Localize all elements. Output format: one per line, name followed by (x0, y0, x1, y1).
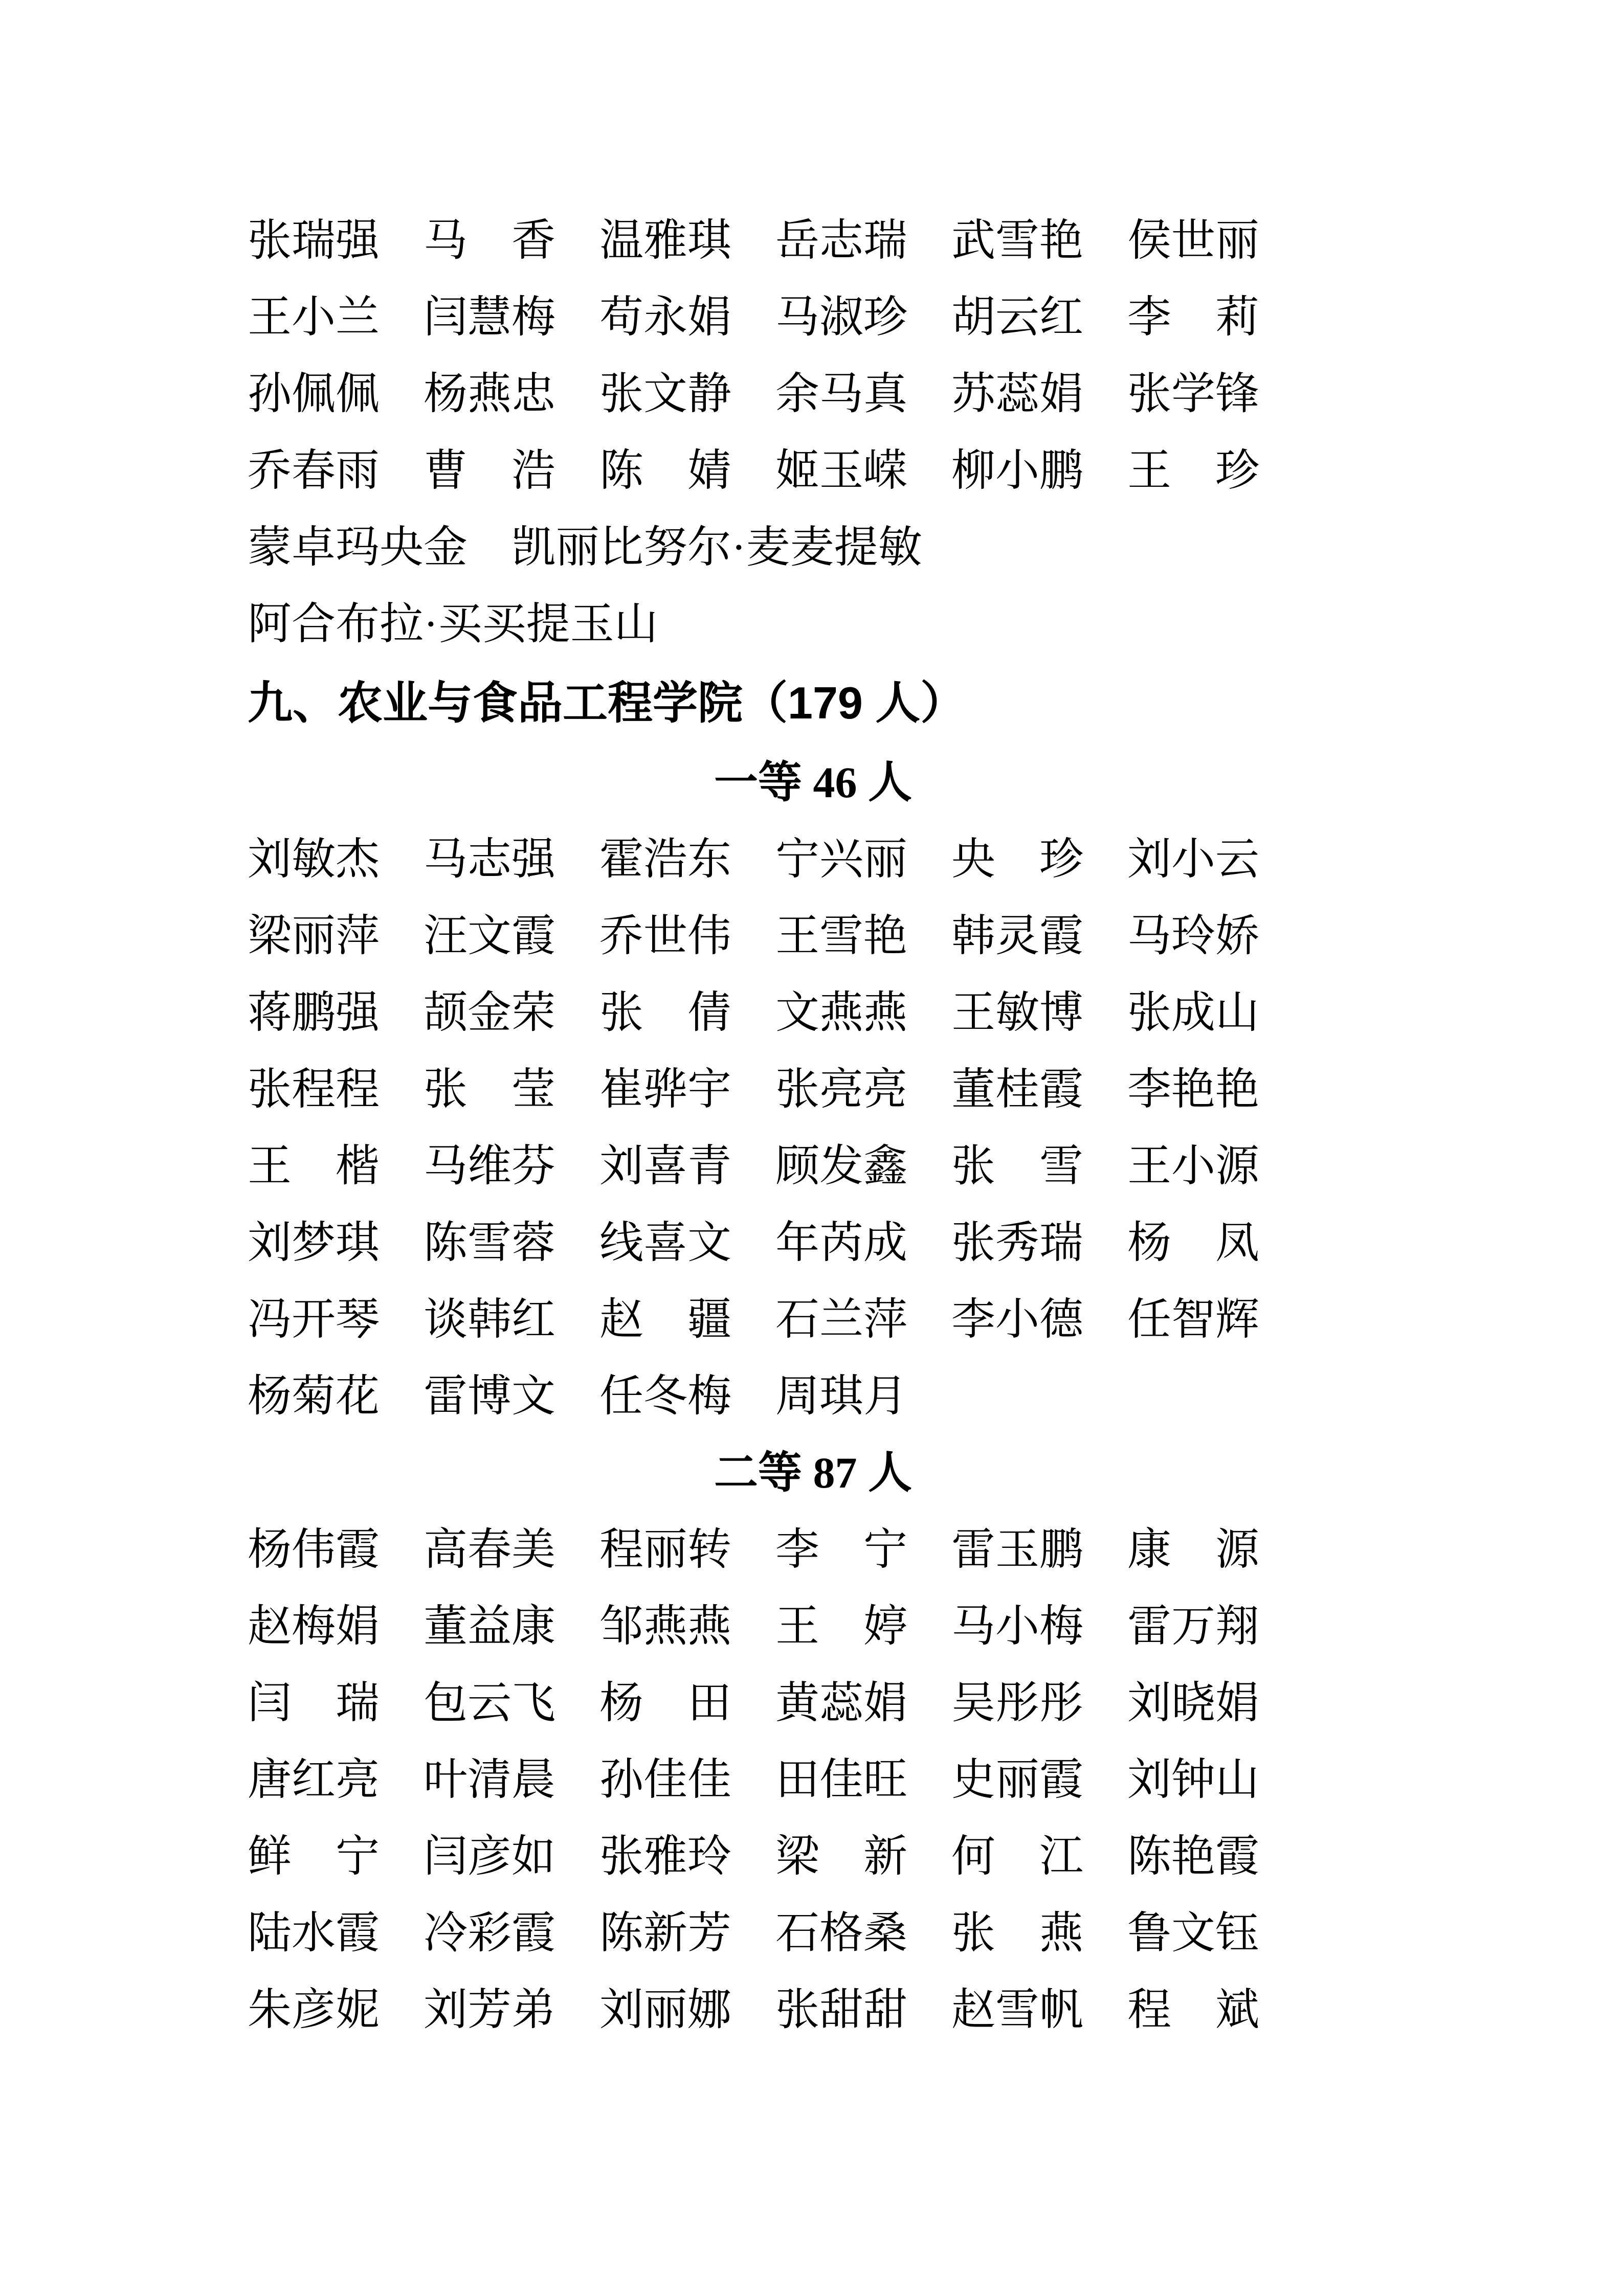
person-name: 刘 芳 弟 (424, 1985, 555, 2034)
person-name: 吴 彤 彤 (951, 1678, 1083, 1727)
person-name: 马 志 强 (424, 835, 555, 884)
person-name: 雷 博 文 (424, 1371, 555, 1421)
college-heading: 九、农业与食品工程学院（179 人） (248, 678, 966, 728)
person-name: 张 程 程 (248, 1065, 380, 1114)
person-name: 马 玲 娇 (1127, 911, 1259, 960)
person-name: 颉 金 荣 (424, 988, 555, 1037)
person-name: 刘 梦 琪 (248, 1218, 380, 1267)
person-name: 李 小 德 (951, 1295, 1083, 1344)
person-name: 张 雅 玲 (599, 1832, 731, 1881)
person-name: 张 文 静 (599, 369, 731, 418)
person-name: 邹 燕 燕 (599, 1602, 731, 1651)
person-name: 陆 水 霞 (248, 1908, 380, 1957)
name-row (248, 1588, 1378, 1664)
person-name: 冷 彩 霞 (424, 1908, 555, 1957)
person-name: 赵 梅 娟 (248, 1602, 380, 1651)
person-name: 叶 清 晨 (424, 1755, 555, 1804)
person-name: 温 雅 琪 (599, 216, 731, 265)
person-name: 包 云 飞 (424, 1678, 555, 1727)
person-name: 苏 蕊 娟 (951, 369, 1083, 418)
name-row (248, 1664, 1378, 1741)
person-name: 乔 春 雨 (248, 446, 380, 495)
person-name: 李 宁 (775, 1525, 907, 1574)
person-name: 刘 小 云 (1127, 835, 1259, 884)
person-name: 马 维 芬 (424, 1141, 555, 1190)
person-name: 张 成 山 (1127, 988, 1259, 1037)
person-name: 程 丽 转 (599, 1525, 731, 1574)
previous-college-names (248, 202, 1378, 662)
name-row (248, 1128, 1378, 1204)
person-name: 张 学 锋 (1127, 369, 1259, 418)
name-row (248, 1971, 1378, 2048)
person-name: 姬 玉 嵘 (775, 446, 907, 495)
person-name: 杨 凤 (1127, 1218, 1259, 1267)
person-name: 康 源 (1127, 1525, 1259, 1574)
person-name: 顾 发 鑫 (775, 1141, 907, 1190)
person-name: 闫 彦 如 (424, 1832, 555, 1881)
person-name: 王 雪 艳 (775, 911, 907, 960)
name-row (248, 1741, 1378, 1818)
person-name: 刘 敏 杰 (248, 835, 380, 884)
person-name: 董 桂 霞 (951, 1065, 1083, 1114)
person-name: 赵 疆 (599, 1295, 731, 1344)
person-name: 任 冬 梅 (599, 1371, 731, 1421)
person-name: 孙 佩 佩 (248, 369, 380, 418)
person-name: 刘 晓 娟 (1127, 1678, 1259, 1727)
name-row (248, 1204, 1378, 1281)
person-name: 文 燕 燕 (775, 988, 907, 1037)
name-row (248, 432, 1378, 509)
person-name: 王 珍 (1127, 446, 1259, 495)
person-name: 梁 丽 萍 (248, 911, 380, 960)
person-name: 王 敏 博 (951, 988, 1083, 1037)
name-row (248, 974, 1378, 1051)
person-name: 央 珍 (951, 835, 1083, 884)
person-name: 闫 慧 梅 (424, 292, 555, 342)
person-name: 年 芮 成 (775, 1218, 907, 1267)
person-name: 武 雪 艳 (951, 216, 1083, 265)
person-name: 王 小 兰 (248, 292, 380, 342)
person-name: 周 琪 月 (775, 1371, 907, 1421)
person-name: 刘 丽 娜 (599, 1985, 731, 2034)
person-name: 唐 红 亮 (248, 1755, 380, 1804)
grade1-names (248, 821, 1378, 1434)
name-row (248, 202, 1378, 279)
person-name: 王 婷 (775, 1602, 907, 1651)
person-name: 李 莉 (1127, 292, 1259, 342)
person-name: 宁 兴 丽 (775, 835, 907, 884)
person-name: 苟 永 娟 (599, 292, 731, 342)
name-row (248, 1511, 1378, 1588)
person-name: 刘 喜 青 (599, 1141, 731, 1190)
person-name: 王 小 源 (1127, 1141, 1259, 1190)
person-name: 崔 骅 宇 (599, 1065, 731, 1114)
name-row (248, 1051, 1378, 1128)
name-row (248, 1818, 1378, 1895)
person-name: 马 香 (424, 216, 555, 265)
name-row (248, 1281, 1378, 1358)
person-name: 线 喜 文 (599, 1218, 731, 1267)
person-name: 张 瑞 强 (248, 216, 380, 265)
person-name: 张 莹 (424, 1065, 555, 1114)
person-name: 石 格 桑 (775, 1908, 907, 1957)
person-name: 孙 佳 佳 (599, 1755, 731, 1804)
person-name: 谈 韩 红 (424, 1295, 555, 1344)
person-name: 张 倩 (599, 988, 731, 1037)
person-name: 马 小 梅 (951, 1602, 1083, 1651)
person-name: 凯 丽 比 努 尔 · 麦 麦 提 敏 (511, 523, 922, 572)
person-name: 董 益 康 (424, 1602, 555, 1651)
person-name: 杨 田 (599, 1678, 731, 1727)
person-name: 陈 婧 (599, 446, 731, 495)
person-name: 曹 浩 (424, 446, 555, 495)
person-name: 史 丽 霞 (951, 1755, 1083, 1804)
name-row (248, 509, 1378, 586)
person-name: 侯 世 丽 (1127, 216, 1259, 265)
person-name: 蒙 卓 玛 央 金 (248, 523, 468, 572)
person-name: 杨 燕 忠 (424, 369, 555, 418)
person-name: 霍 浩 东 (599, 835, 731, 884)
person-name: 张 雪 (951, 1141, 1083, 1190)
name-row (248, 355, 1378, 432)
person-name: 李 艳 艳 (1127, 1065, 1259, 1114)
person-name: 马 淑 珍 (775, 292, 907, 342)
person-name: 陈 雪 蓉 (424, 1218, 555, 1267)
person-name: 韩 灵 霞 (951, 911, 1083, 960)
person-name: 蒋 鹏 强 (248, 988, 380, 1037)
person-name: 程 斌 (1127, 1985, 1259, 2034)
person-name: 黄 蕊 娟 (775, 1678, 907, 1727)
person-name: 杨 伟 霞 (248, 1525, 380, 1574)
person-name: 冯 开 琴 (248, 1295, 380, 1344)
name-row (248, 821, 1378, 897)
person-name: 柳 小 鹏 (951, 446, 1083, 495)
person-name: 朱 彦 妮 (248, 1985, 380, 2034)
person-name: 阿 合 布 拉 · 买 买 提 玉 山 (248, 599, 658, 648)
person-name: 赵 雪 帆 (951, 1985, 1083, 2034)
person-name: 鲜 宁 (248, 1832, 380, 1881)
person-name: 高 春 美 (424, 1525, 555, 1574)
person-name: 张 秀 瑞 (951, 1218, 1083, 1267)
person-name: 闫 瑞 (248, 1678, 380, 1727)
person-name: 任 智 辉 (1127, 1295, 1259, 1344)
person-name: 鲁 文 钰 (1127, 1908, 1259, 1957)
grade1-heading: 一等 46 人 (714, 758, 912, 807)
person-name: 刘 钟 山 (1127, 1755, 1259, 1804)
person-name: 雷 玉 鹏 (951, 1525, 1083, 1574)
person-name: 何 江 (951, 1832, 1083, 1881)
person-name: 雷 万 翔 (1127, 1602, 1259, 1651)
person-name: 陈 新 芳 (599, 1908, 731, 1957)
person-name: 张 甜 甜 (775, 1985, 907, 2034)
person-name: 张 亮 亮 (775, 1065, 907, 1114)
name-row (248, 279, 1378, 355)
grade2-heading: 二等 87 人 (714, 1448, 912, 1497)
person-name: 余 马 真 (775, 369, 907, 418)
person-name: 田 佳 旺 (775, 1755, 907, 1804)
name-row (248, 1895, 1378, 1971)
person-name: 乔 世 伟 (599, 911, 731, 960)
person-name: 陈 艳 霞 (1127, 1832, 1259, 1881)
person-name: 王 楷 (248, 1141, 380, 1190)
person-name: 胡 云 红 (951, 292, 1083, 342)
person-name: 梁 新 (775, 1832, 907, 1881)
person-name: 岳 志 瑞 (775, 216, 907, 265)
grade2-names (248, 1511, 1378, 2048)
person-name: 石 兰 萍 (775, 1295, 907, 1344)
person-name: 杨 菊 花 (248, 1371, 380, 1421)
person-name: 张 燕 (951, 1908, 1083, 1957)
name-row (248, 1358, 1378, 1434)
name-row (248, 897, 1378, 974)
name-row (248, 586, 1378, 662)
person-name: 汪 文 霞 (424, 911, 555, 960)
